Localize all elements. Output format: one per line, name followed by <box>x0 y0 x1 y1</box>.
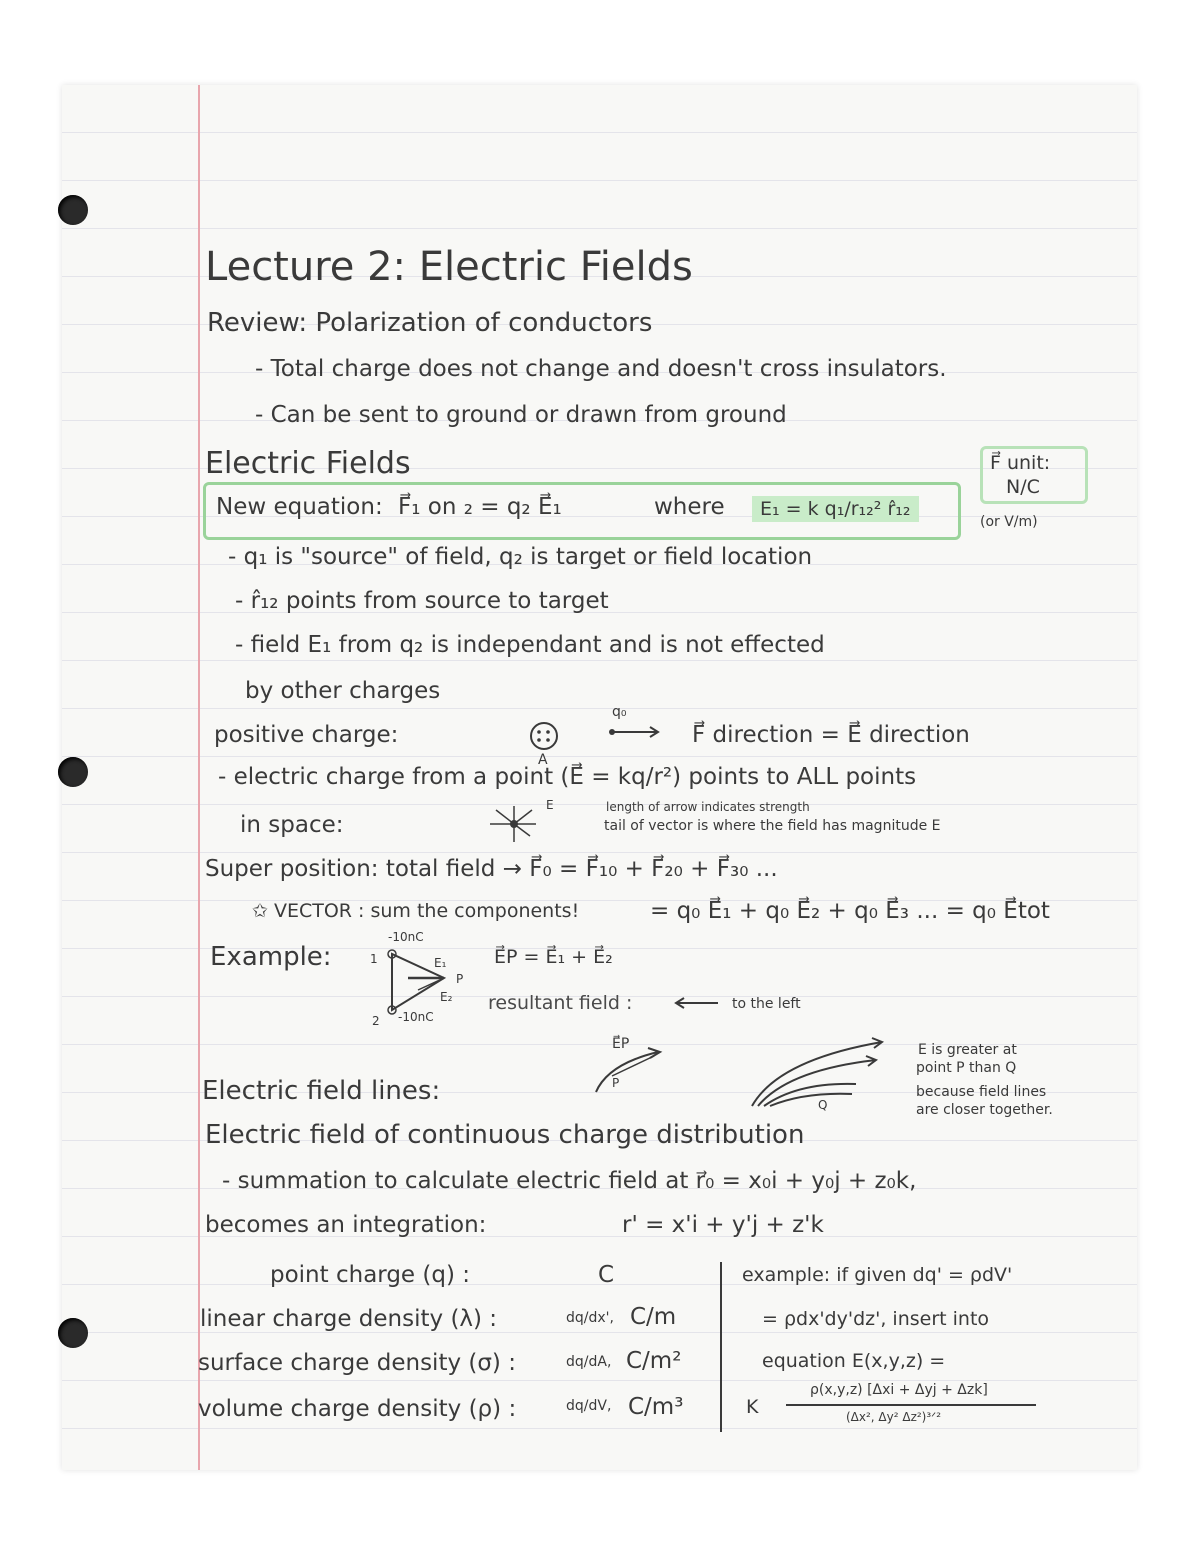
density-unit: C <box>598 1262 615 1288</box>
direction-relation: F⃗ direction = E⃗ direction <box>692 722 970 748</box>
section-heading: Electric Fields <box>205 446 411 481</box>
q0-label: q₀ <box>612 704 627 720</box>
example-equation: E⃗P = E⃗₁ + E⃗₂ <box>494 946 613 968</box>
radial-field-diagram <box>484 800 544 848</box>
field-lines-heading: Electric field lines: <box>202 1076 441 1106</box>
vector-note: ✩ VECTOR : sum the components! <box>252 900 580 922</box>
density-derivative: dq/dx', <box>566 1310 614 1326</box>
integration-example-line: equation E(x,y,z) = <box>762 1350 946 1372</box>
fraction-denominator: (Δx², Δy² Δz²)³ᐟ² <box>846 1410 942 1424</box>
charge-a-label: A <box>538 752 548 768</box>
direction-note: to the left <box>732 996 801 1012</box>
field-point: - q₁ is "source" of field, q₂ is target or field location <box>228 544 813 570</box>
field-point: - r̂₁₂ points from source to target <box>235 588 609 614</box>
charge-2-value: -10nC <box>398 1010 434 1024</box>
page-title: Lecture 2: Electric Fields <box>205 244 693 290</box>
margin-line <box>198 85 200 1470</box>
charge-1-number: 1 <box>370 952 378 966</box>
density-name: surface charge density (σ) : <box>198 1350 516 1376</box>
e2-label: E₂ <box>440 990 453 1004</box>
q-point-label: Q <box>818 1098 828 1112</box>
field-equation: E₁ = k q₁/r₁₂² r̂₁₂ <box>752 496 919 522</box>
density-unit: C/m <box>630 1304 677 1330</box>
density-name: linear charge density (λ) : <box>200 1306 498 1332</box>
tail-vector-note: tail of vector is where the field has magnitude E <box>604 818 941 834</box>
e1-label: E₁ <box>434 956 447 970</box>
force-equation: F⃗₁ on ₂ = q₂ E⃗₁ <box>398 494 562 520</box>
unit-note-title: F⃗ unit: <box>990 452 1051 474</box>
superposition-sum: = q₀ E⃗₁ + q₀ E⃗₂ + q₀ E⃗₃ ... = q₀ E⃗tot <box>650 898 1050 924</box>
binder-hole <box>58 195 88 225</box>
continuous-heading: Electric field of continuous charge distribution <box>205 1120 805 1150</box>
field-lines-note: are closer together. <box>916 1102 1053 1118</box>
charge-1-value: -10nC <box>388 930 424 944</box>
density-unit: C/m³ <box>628 1394 684 1420</box>
review-point: - Can be sent to ground or drawn from ground <box>255 402 787 428</box>
unit-note-value: N/C <box>1006 476 1040 498</box>
where-label: where <box>654 494 725 520</box>
positive-charge-label: positive charge: <box>214 722 399 748</box>
density-derivative: dq/dA, <box>566 1354 612 1370</box>
left-arrow <box>672 996 722 1010</box>
field-lines-note: point P than Q <box>916 1060 1017 1076</box>
ep-label: E⃗P <box>612 1036 630 1052</box>
resultant-field-label: resultant field : <box>488 992 633 1014</box>
fraction-bar <box>786 1404 1036 1406</box>
summation-line: - summation to calculate electric field at r⃗₀ = x₀i + y₀j + z₀k, <box>222 1168 917 1194</box>
single-field-line <box>594 1046 674 1096</box>
integration-example-line: example: if given dq' = ρdV' <box>742 1264 1013 1286</box>
new-equation-label: New equation: <box>216 494 383 520</box>
p-label: P <box>456 972 464 986</box>
fraction-numerator: ρ(x,y,z) [Δxi + Δyj + Δzk] <box>810 1382 988 1398</box>
field-point: by other charges <box>245 678 441 704</box>
field-lines-note: because field lines <box>916 1084 1047 1100</box>
in-space-label: in space: <box>240 812 344 838</box>
constant-k: K <box>746 1396 759 1418</box>
point-field-line: - electric charge from a point (E⃗ = kq/r²) points to ALL points <box>218 764 917 790</box>
density-name: volume charge density (ρ) : <box>198 1396 517 1422</box>
field-point: - field E₁ from q₂ is independant and is not effected <box>235 632 825 658</box>
review-heading: Review: Polarization of conductors <box>207 308 653 338</box>
integration-example-line: = ρdx'dy'dz', insert into <box>762 1308 990 1330</box>
triangle-diagram <box>380 948 460 1018</box>
field-lines-note: E is greater at <box>918 1042 1017 1058</box>
density-name: point charge (q) : <box>270 1262 471 1288</box>
e-label: E <box>546 798 554 812</box>
q0-arrow <box>606 724 666 740</box>
arrow-length-note: length of arrow indicates strength <box>606 800 810 814</box>
superposition-line: Super position: total field → F⃗₀ = F⃗₁₀ + F⃗₂₀ + F⃗₃₀ ... <box>205 856 778 882</box>
column-divider <box>720 1262 722 1432</box>
integration-line: becomes an integration: <box>205 1212 487 1238</box>
p-point-label: P <box>612 1076 620 1090</box>
review-point: - Total charge does not change and doesn't cross insulators. <box>255 356 947 382</box>
binder-hole <box>58 757 88 787</box>
r-prime-equation: r' = x'i + y'j + z'k <box>622 1212 824 1238</box>
density-derivative: dq/dV, <box>566 1398 612 1414</box>
density-unit: C/m² <box>626 1348 682 1374</box>
unit-note-alt: (or V/m) <box>980 514 1038 530</box>
binder-hole <box>58 1318 88 1348</box>
example-label: Example: <box>210 942 332 972</box>
charge-2-number: 2 <box>372 1014 380 1028</box>
